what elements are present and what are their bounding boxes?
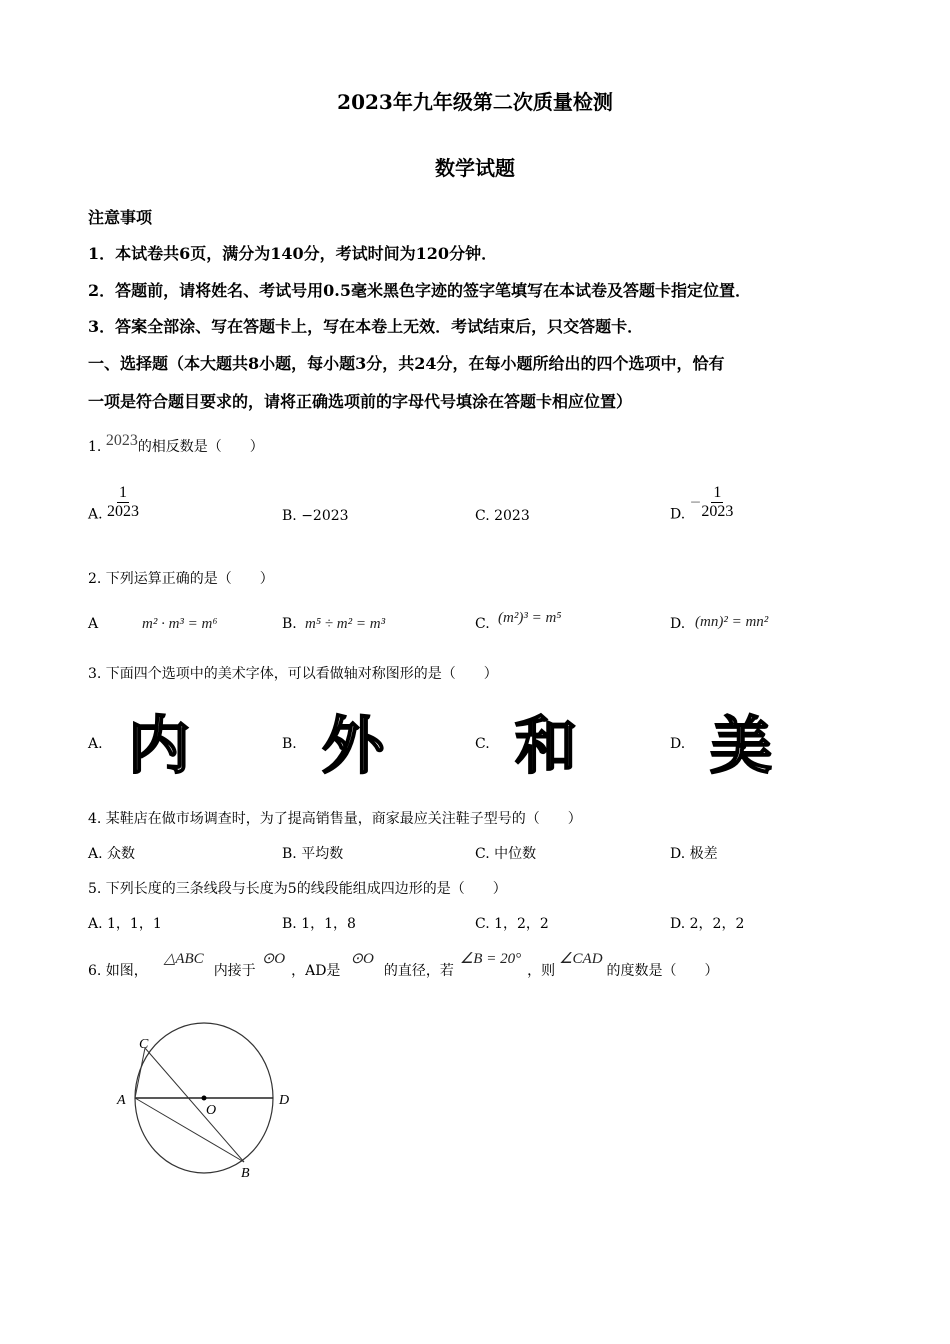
denominator: 2023 (107, 503, 140, 520)
text: ，则 (527, 963, 556, 979)
question-text: 的相反数是（ ） (137, 439, 264, 455)
option-c: C. 1，2，2 (475, 916, 549, 932)
option-b: B. −2023 (282, 508, 349, 524)
math-expression: ⊙O (350, 951, 374, 967)
label-o: O (206, 1103, 217, 1118)
math-expression: △ABC (163, 951, 204, 967)
option-d (670, 484, 733, 523)
segment-cb (145, 1048, 244, 1162)
option-a-label: A (88, 616, 99, 632)
option-c-label: C. (475, 736, 490, 752)
note-item: 3．答案全部涂、写在答题卡上，写在本卷上无效．考试结束后，只交答题卡． (88, 317, 644, 336)
question-6 (88, 951, 719, 980)
center-point (202, 1096, 207, 1101)
fraction (701, 484, 733, 521)
question-number: 1. (88, 439, 102, 455)
option-a: A. 1，1，1 (88, 916, 162, 932)
note-item: 2．答题前，请将姓名、考试号用0.5毫米黑色字迹的签字笔填写在本试卷及答题卡指定位置． (88, 281, 751, 300)
option-c-label: C. (475, 616, 490, 632)
option-label: D. (670, 506, 686, 523)
option-d-label: D. (670, 616, 686, 632)
option-b-label: B. (282, 736, 297, 752)
art-glyph-wai: 外 (322, 709, 385, 782)
label-a: A (117, 1093, 126, 1108)
numerator: 1 (713, 484, 722, 501)
label-c: C (139, 1037, 149, 1052)
text: 的直径，若 (383, 963, 454, 979)
option-c: C. 中位数 (475, 846, 537, 862)
option-d: (mn)² = mn² (695, 614, 769, 630)
option-c: C. 2023 (475, 508, 530, 524)
label-b: B (241, 1166, 250, 1181)
math-expression: ⊙O (261, 951, 286, 967)
numerator: 1 (119, 484, 128, 501)
question-1 (88, 432, 264, 456)
question-4: 4. 某鞋店在做市场调查时，为了提高销售量，商家最应关注鞋子型号的（ ） (88, 811, 582, 827)
segment-ab (135, 1098, 244, 1162)
art-glyph-mei: 美 (710, 709, 773, 782)
option-c: (m²)³ = m⁵ (498, 610, 562, 626)
option-b: B. 1，1，8 (282, 916, 356, 932)
option-a: A. 众数 (88, 846, 136, 862)
option-label: A. (88, 506, 103, 523)
note-item: 1．本试卷共6页，满分为140分，考试时间为120分钟． (88, 244, 498, 263)
section-heading: 一项是符合题目要求的，请将正确选项前的字母代号填涂在答题卡相应位置） (88, 392, 633, 411)
math-expression: ∠B = 20° (459, 951, 522, 967)
question-5: 5. 下列长度的三条线段与长度为5的线段能组成四边形的是（ ） (88, 881, 507, 897)
option-d: D. 极差 (670, 846, 718, 862)
question-3: 3. 下面四个选项中的美术字体，可以看做轴对称图形的是（ ） (88, 666, 498, 682)
option-a: m² · m³ = m⁶ (142, 616, 218, 632)
option-d: D. 2，2，2 (670, 916, 745, 932)
denominator: 2023 (701, 503, 734, 520)
math-expression: 2023 (105, 432, 138, 449)
option-b: B. 平均数 (282, 846, 344, 862)
exam-subtitle: 数学试题 (435, 156, 515, 180)
question-2: 2. 下列运算正确的是（ ） (88, 571, 274, 587)
exam-title: 2023年九年级第二次质量检测 (337, 90, 613, 114)
notes-heading: 注意事项 (88, 208, 153, 227)
minus-sign: − (689, 494, 702, 511)
math-expression: ∠CAD (559, 951, 603, 967)
text: 的度数是（ ） (606, 963, 719, 979)
text: 内接于 (213, 963, 256, 979)
art-glyph-nei: 内 (128, 709, 191, 782)
section-heading: 一、选择题（本大题共8小题，每小题3分，共24分，在每小题所给出的四个选项中，恰有 (88, 354, 725, 373)
circle-figure (100, 1020, 320, 1190)
segment-ca (135, 1048, 145, 1098)
option-d-label: D. (670, 736, 686, 752)
text: 6. 如图， (88, 963, 148, 979)
label-d: D (279, 1093, 290, 1108)
text: ，AD是 (291, 963, 341, 979)
fraction (107, 484, 139, 521)
option-b: m⁵ ÷ m² = m³ (305, 616, 386, 632)
option-a-label: A. (88, 736, 103, 752)
option-a (88, 484, 139, 523)
art-glyph-he: 和 (515, 709, 578, 782)
option-b-label: B. (282, 616, 297, 632)
